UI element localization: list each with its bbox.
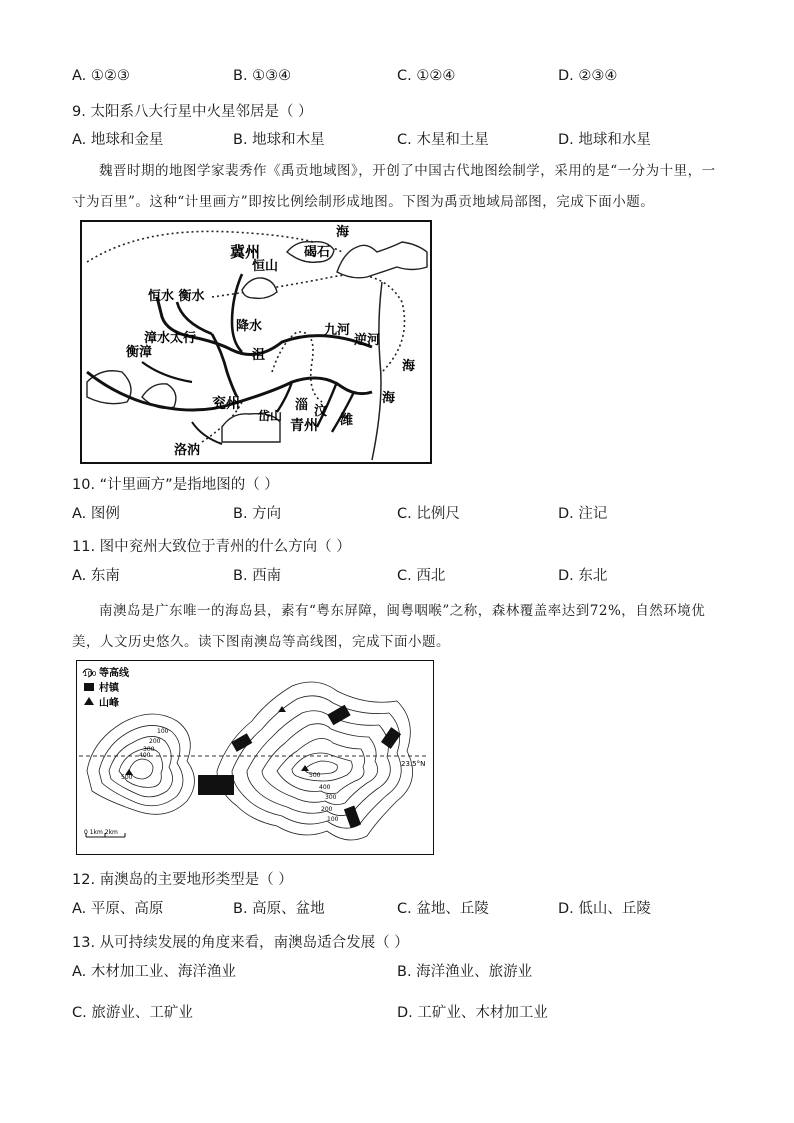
- q13-option-c[interactable]: C. 旅游业、工矿业: [72, 1005, 193, 1021]
- map1-label-qingzhou: 青州: [290, 418, 318, 434]
- map1-label-nihe: 逆河: [354, 333, 381, 348]
- q9-option-d[interactable]: D. 地球和水星: [558, 132, 651, 148]
- map1-label-sea-right2: 海: [382, 391, 396, 406]
- contour-value: 400: [319, 784, 331, 791]
- map2-legend: [83, 666, 130, 709]
- scale-label: 0 1km 2km: [84, 829, 118, 836]
- map1-label-jieshi: 碣石: [304, 245, 331, 260]
- passage-yugong: 魏晋时期的地图学家裴秀作《禹贡地域图》，开创了中国古代地图绘制学，采用的是“一分为十里，一寸为百里”。这种“计里画方”即按比例绘制形成地图。下图为禹贡地域局部图，完成下面小题。: [72, 163, 716, 210]
- legend-peak-label: 山峰: [99, 698, 119, 709]
- map1-label-yanzhou: 兖州: [212, 396, 240, 412]
- q11-option-d[interactable]: D. 东北: [558, 568, 608, 584]
- legend-town-swatch: [84, 683, 94, 691]
- map1-label-zi: 淄: [295, 398, 309, 413]
- q11-option-b[interactable]: B. 西南: [233, 568, 282, 584]
- q9-stem: 9. 太阳系八大行星中火星邻居是（ ）: [72, 104, 313, 120]
- contour-value: 400: [139, 752, 151, 759]
- town-marker: [198, 775, 234, 795]
- q10-stem: 10. “计里画方”是指地图的（ ）: [72, 477, 279, 493]
- q13-stem: 13. 从可持续发展的角度来看，南澳岛适合发展（ ）: [72, 935, 409, 951]
- contour-value: 500: [309, 772, 321, 779]
- q13-option-d[interactable]: D. 工矿业、木材加工业: [397, 1005, 548, 1021]
- peak-icon: [84, 697, 94, 705]
- map1-label-wen: 汶: [314, 404, 328, 419]
- legend-town-label: 村镇: [99, 683, 119, 694]
- contour-value: 300: [143, 746, 155, 753]
- q13-option-b[interactable]: B. 海洋渔业、旅游业: [397, 964, 533, 980]
- q11-stem: 11. 图中兖州大致位于青州的什么方向（ ）: [72, 539, 351, 555]
- q9-option-a[interactable]: A. 地球和金星: [72, 132, 164, 148]
- latitude-label: 23.5°N: [401, 760, 426, 768]
- passage-nanao: 南澳岛是广东唯一的海岛县，素有“粤东屏障，闽粤咽喉”之称，森林覆盖率达到72%，自然环境优美，人文历史悠久。读下图南澳岛等高线图，完成下面小题。: [72, 603, 706, 650]
- contour-value: 200: [321, 806, 333, 813]
- map1-label-hengshui: 恒水 衡水: [148, 289, 205, 304]
- town-marker: [344, 806, 361, 829]
- peak-icon: [301, 765, 309, 771]
- contour-value: 200: [149, 738, 161, 745]
- q10-option-c[interactable]: C. 比例尺: [397, 506, 460, 522]
- nanao-contour-map: [76, 660, 434, 855]
- q12-option-b[interactable]: B. 高原、盆地: [233, 901, 325, 917]
- map1-label-luoru: 洛汭: [174, 443, 201, 458]
- map1-label-jiangshui: 降水: [236, 319, 263, 334]
- q12-option-d[interactable]: D. 低山、丘陵: [558, 901, 651, 917]
- q12-option-c[interactable]: C. 盆地、丘陵: [397, 901, 489, 917]
- q10-option-b[interactable]: B. 方向: [233, 506, 282, 522]
- q12-option-a[interactable]: A. 平原、高原: [72, 901, 164, 917]
- map1-label-sea-right1: 海: [402, 359, 416, 374]
- yugong-map: [80, 220, 432, 464]
- q10-option-a[interactable]: A. 图例: [72, 506, 120, 522]
- map2-scale: [84, 829, 125, 837]
- map1-label-hengzhang: 衡漳: [126, 345, 153, 360]
- q8-option-a[interactable]: A. ①②③: [72, 68, 130, 84]
- map1-label-jizhou: 冀州: [230, 243, 261, 261]
- q10-option-d[interactable]: D. 注记: [558, 506, 608, 522]
- q13-option-a[interactable]: A. 木材加工业、海洋渔业: [72, 964, 236, 980]
- town-marker: [381, 727, 401, 749]
- map1-label-wei: 潍: [340, 413, 354, 428]
- map1-label-jiuhe: 九河: [324, 323, 351, 338]
- q8-option-c[interactable]: C. ①②④: [397, 68, 456, 84]
- contour-value: 500: [121, 774, 133, 781]
- q9-option-b[interactable]: B. 地球和木星: [233, 132, 325, 148]
- town-marker: [231, 733, 252, 752]
- contour-value: 300: [325, 794, 337, 801]
- legend-contour-label: 等高线: [99, 668, 129, 679]
- map1-label-hengshan: 恒山: [252, 259, 279, 274]
- yugong-map-svg: [82, 222, 430, 462]
- legend-contour-value: 100: [83, 670, 97, 678]
- q11-option-a[interactable]: A. 东南: [72, 568, 120, 584]
- nanao-contour-svg: [77, 661, 433, 854]
- contour-value: 100: [327, 816, 339, 823]
- map1-label-sea-top: 海: [336, 225, 350, 240]
- q9-option-c[interactable]: C. 木星和土星: [397, 132, 489, 148]
- q8-option-d[interactable]: D. ②③④: [558, 68, 618, 84]
- q11-option-c[interactable]: C. 西北: [397, 568, 446, 584]
- map1-label-ju: 沮: [252, 348, 266, 363]
- map1-label-zhangshui: 漳水太行: [144, 331, 197, 346]
- map1-label-daishan: 岱山: [258, 409, 283, 423]
- q12-stem: 12. 南澳岛的主要地形类型是（ ）: [72, 872, 293, 888]
- q8-option-b[interactable]: B. ①③④: [233, 68, 292, 84]
- contour-value: 100: [157, 728, 169, 735]
